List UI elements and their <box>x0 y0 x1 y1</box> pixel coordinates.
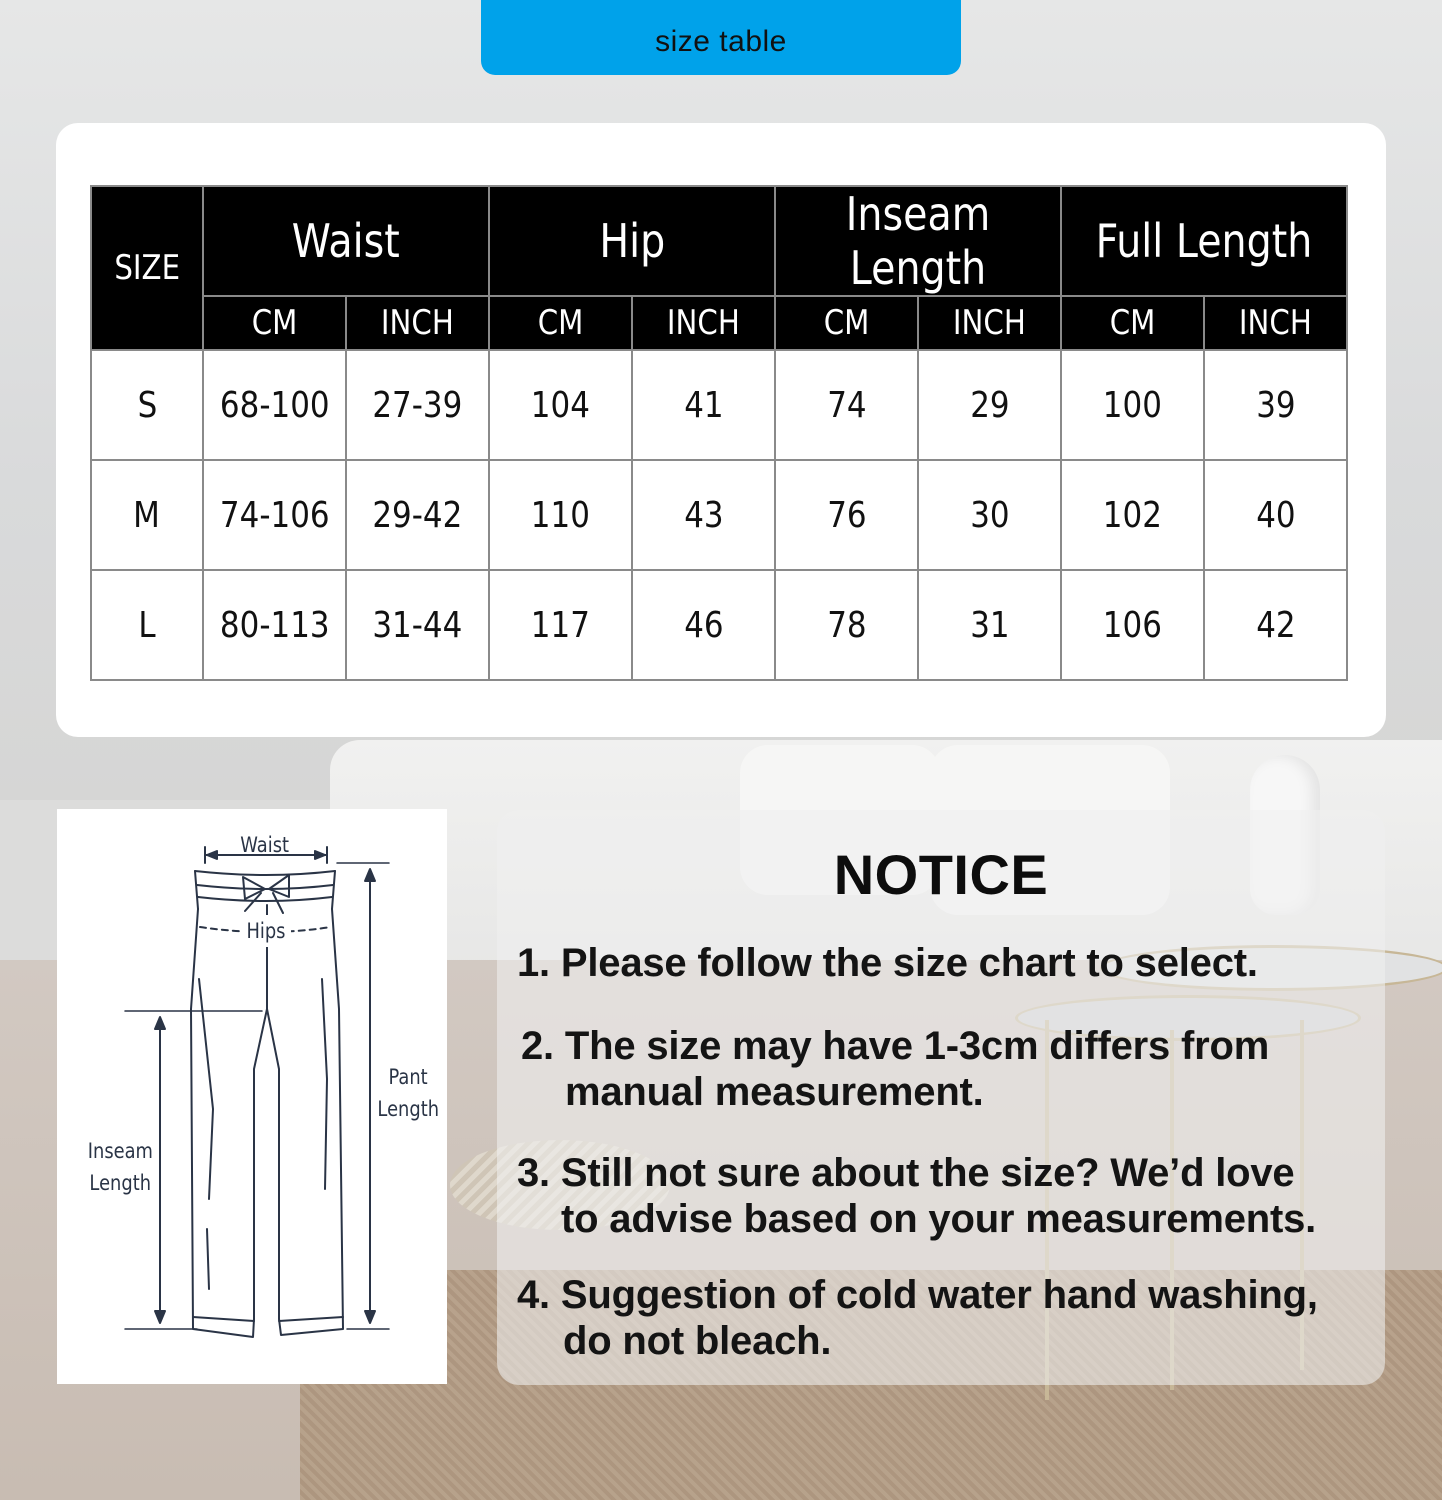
table-cell: 27-39 <box>346 350 489 460</box>
unit-header: CM <box>489 296 632 350</box>
table-cell: 41 <box>632 350 775 460</box>
table-cell: 100 <box>1061 350 1204 460</box>
table-cell: 117 <box>489 570 632 680</box>
table-cell: 43 <box>632 460 775 570</box>
notice-item <box>521 1023 1269 1115</box>
table-cell: 68-100 <box>203 350 346 460</box>
notice-item <box>517 940 1258 986</box>
inseam-length-label: Inseam Length <box>87 1139 153 1195</box>
unit-header: CM <box>1061 296 1204 350</box>
unit-header: CM <box>203 296 346 350</box>
unit-header: INCH <box>632 296 775 350</box>
unit-header: INCH <box>918 296 1061 350</box>
size-column-header: SIZE <box>91 186 203 350</box>
size-cell: L <box>91 570 203 680</box>
pants-measurement-diagram <box>57 809 447 1384</box>
table-header-row <box>91 186 1347 296</box>
notice-item-number: 2. <box>521 1024 554 1068</box>
hips-label: Hips <box>241 915 291 947</box>
table-cell: 42 <box>1204 570 1347 680</box>
table-cell: 31 <box>918 570 1061 680</box>
notice-item-text: Still not sure about the size? We’d love <box>560 1151 1295 1195</box>
size-table <box>90 185 1348 681</box>
size-cell: S <box>91 350 203 460</box>
size-table-card <box>56 123 1386 737</box>
table-cell: 39 <box>1204 350 1347 460</box>
table-row <box>91 570 1347 680</box>
table-cell: 74-106 <box>203 460 346 570</box>
table-cell: 40 <box>1204 460 1347 570</box>
table-unit-row <box>91 296 1347 350</box>
waist-header: Waist <box>203 186 489 296</box>
table-cell: 78 <box>775 570 918 680</box>
table-row <box>91 460 1347 570</box>
banner-title: size table <box>655 24 787 58</box>
table-cell: 29-42 <box>346 460 489 570</box>
table-row <box>91 350 1347 460</box>
table-cell: 74 <box>775 350 918 460</box>
unit-header: CM <box>775 296 918 350</box>
pant-length-label: Pant Length <box>377 1065 439 1121</box>
inseam-length-header: Inseam Length <box>775 186 1061 296</box>
table-cell: 80-113 <box>203 570 346 680</box>
notice-item-text: The size may have 1-3cm differs from <box>564 1024 1270 1068</box>
table-cell: 106 <box>1061 570 1204 680</box>
unit-header: INCH <box>1204 296 1347 350</box>
table-cell: 31-44 <box>346 570 489 680</box>
table-cell: 76 <box>775 460 918 570</box>
notice-item-text-continued: manual measurement. <box>565 1070 984 1114</box>
size-cell: M <box>91 460 203 570</box>
notice-item-text: Please follow the size chart to select. <box>560 941 1258 985</box>
notice-item <box>517 1150 1316 1242</box>
notice-item-text-continued: do not bleach. <box>563 1319 832 1363</box>
notice-item-number: 1. <box>517 941 550 985</box>
table-cell: 110 <box>489 460 632 570</box>
notice-item-text: Suggestion of cold water hand washing, <box>560 1273 1318 1317</box>
hip-header: Hip <box>489 186 775 296</box>
unit-header: INCH <box>346 296 489 350</box>
size-table-banner <box>481 0 961 75</box>
table-cell: 102 <box>1061 460 1204 570</box>
waist-label: Waist <box>240 833 290 857</box>
notice-item-number: 3. <box>517 1151 550 1195</box>
table-cell: 46 <box>632 570 775 680</box>
notice-item <box>517 1272 1318 1364</box>
notice-panel <box>497 810 1385 1385</box>
notice-item-number: 4. <box>517 1273 550 1317</box>
table-cell: 29 <box>918 350 1061 460</box>
full-length-header: Full Length <box>1061 186 1347 296</box>
notice-item-text-continued: to advise based on your measurements. <box>561 1197 1317 1241</box>
table-cell: 30 <box>918 460 1061 570</box>
table-cell: 104 <box>489 350 632 460</box>
notice-title: NOTICE <box>833 843 1049 906</box>
